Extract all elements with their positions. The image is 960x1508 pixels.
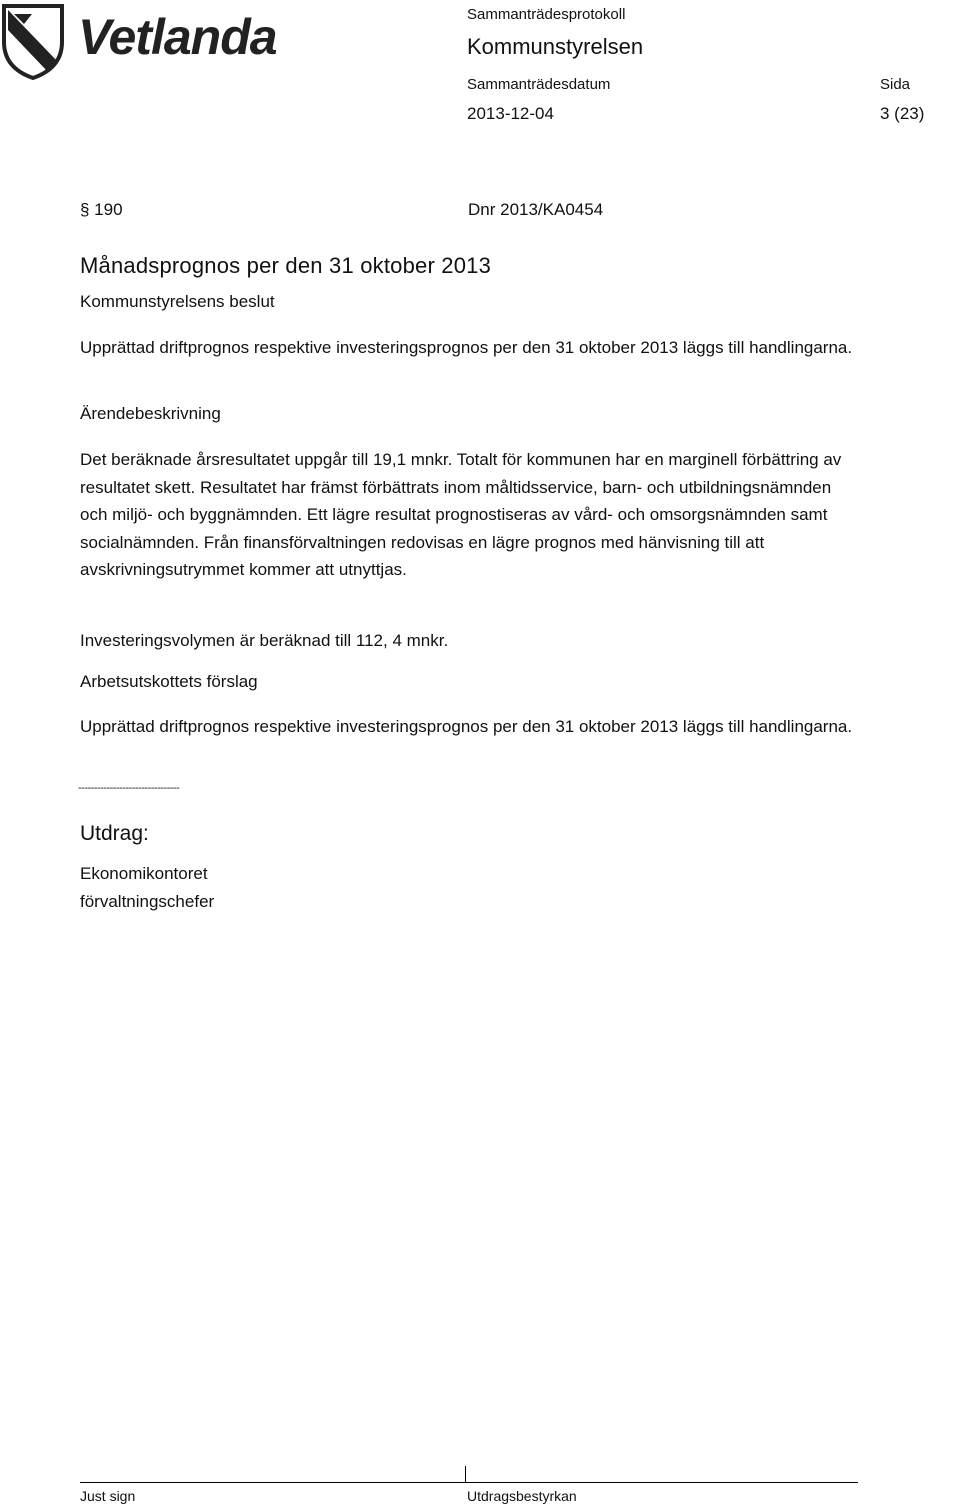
decision-heading: Kommunstyrelsens beslut — [80, 292, 275, 311]
just-sign-label: Just sign — [80, 1488, 136, 1504]
investment-text: Investeringsvolymen är beräknad till 112, 4 mnkr. — [80, 631, 449, 650]
proposal-heading: Arbetsutskottets förslag — [80, 672, 258, 691]
decision-text: Upprättad driftprognos respektive investeringsprognos per den 31 oktober 2013 läggs till handlingarna. — [80, 338, 853, 357]
recipient-item: Ekonomikontoret — [80, 864, 208, 883]
extract-heading: Utdrag: — [80, 822, 149, 845]
page-number: 3 (23) — [880, 104, 925, 123]
page-label: Sida — [880, 76, 911, 93]
separator-line: -------------------------------- — [78, 782, 180, 794]
certified-extract-label: Utdragsbestyrkan — [467, 1488, 577, 1504]
meeting-date-label: Sammanträdesdatum — [467, 76, 611, 93]
footer-divider — [465, 1466, 466, 1482]
document-type: Sammanträdesprotokoll — [467, 6, 626, 23]
diary-number: Dnr 2013/KA0454 — [468, 200, 604, 219]
paragraph-number: § 190 — [80, 200, 123, 219]
committee-name: Kommunstyrelsen — [467, 34, 644, 59]
vetlanda-logo — [2, 2, 292, 80]
meeting-date-value: 2013-12-04 — [467, 104, 554, 123]
extract-recipients — [80, 860, 214, 916]
description-heading: Ärendebeskrivning — [80, 404, 221, 423]
description-text: Det beräknade årsresultatet uppgår till 19,1 mnkr. Totalt för kommunen har en marginell förbättring av resultatet skett. Resultatet har främst förbättrats inom måltidsservice, barn- och utbildningsnämnden och miljö- och byggnämnden. Ett lägre resultat prognostiseras av vård- och omsorgsnämnden samt socialnämnden. Från finansförvaltningen redovisas en lägre prognos med hänvisning till att avskrivningsutrymmet kommer att utnyttjas. — [80, 450, 842, 579]
recipient-item: förvaltningschefer — [80, 892, 215, 911]
proposal-text: Upprättad driftprognos respektive investeringsprognos per den 31 oktober 2013 läggs till handlingarna. — [80, 717, 853, 736]
footer-rule — [80, 1482, 858, 1483]
logo-wordmark: Vetlanda — [78, 9, 277, 65]
matter-title: Månadsprognos per den 31 oktober 2013 — [80, 253, 492, 278]
